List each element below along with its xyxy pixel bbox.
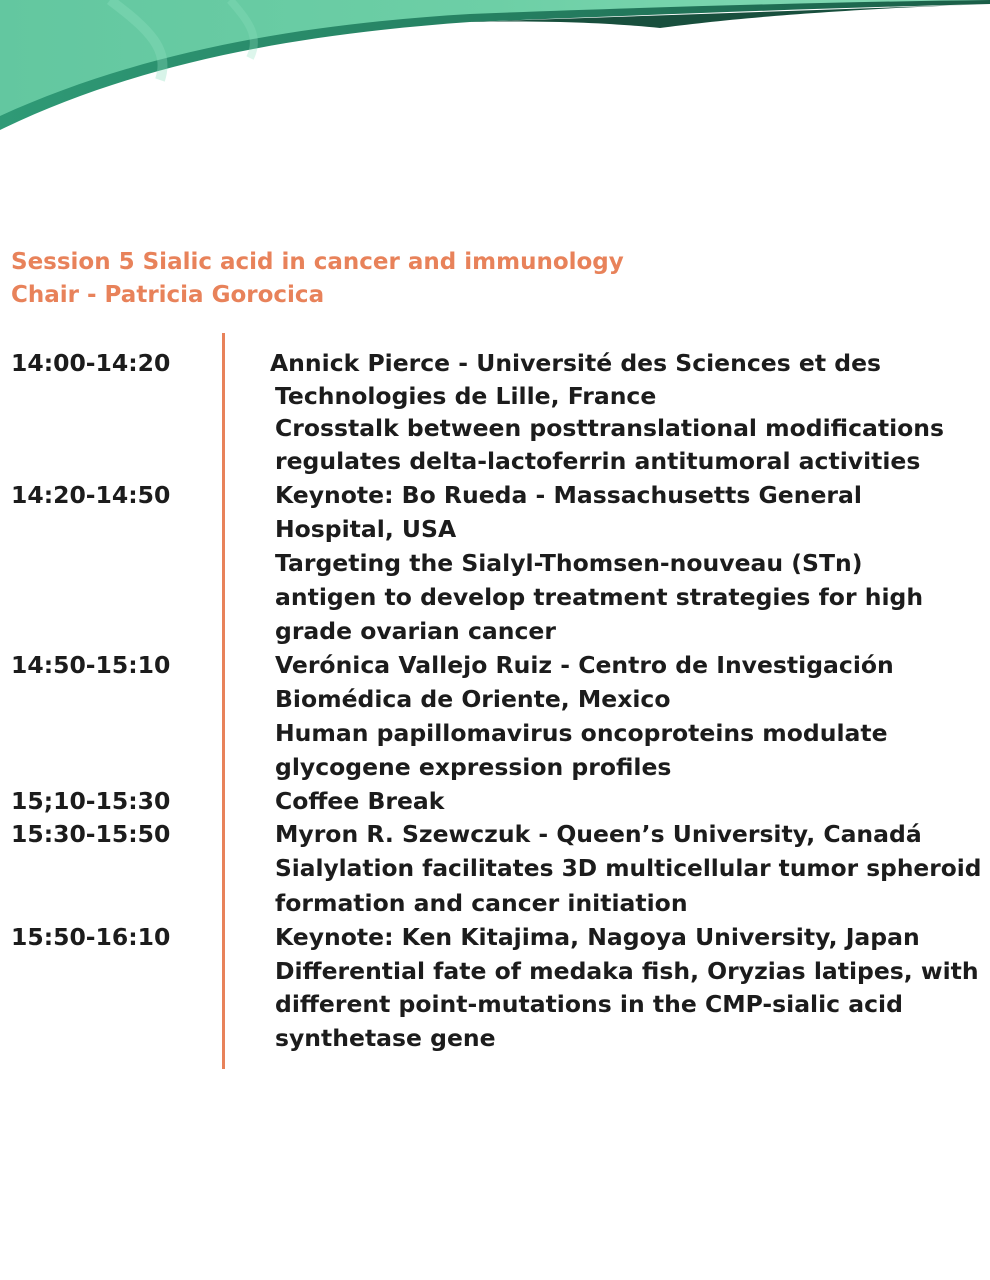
talk-title-line: synthetase gene	[275, 1024, 496, 1052]
speaker-line: Technologies de Lille, France	[275, 382, 657, 410]
session-title: Session 5 Sialic acid in cancer and immunology	[11, 249, 624, 275]
time-slot: 14:50-15:10	[11, 651, 171, 679]
speaker-line: Hospital, USA	[275, 515, 457, 543]
talk-title-line: grade ovarian cancer	[275, 617, 556, 645]
talk-title-line: formation and cancer initiation	[275, 889, 688, 917]
speaker-line: Keynote: Ken Kitajima, Nagoya University, Japan	[275, 923, 920, 951]
time-slot: 15:30-15:50	[11, 820, 171, 848]
speaker-line: Biomédica de Oriente, Mexico	[275, 685, 671, 713]
time-slot: 14:00-14:20	[11, 349, 171, 377]
speaker-line: Verónica Vallejo Ruiz - Centro de Investigación	[275, 651, 894, 679]
talk-title-line: different point-mutations in the CMP-sialic acid	[275, 990, 903, 1018]
speaker-line: Annick Pierce - Université des Sciences et des	[270, 349, 881, 377]
talk-title-line: Crosstalk between posttranslational modifications	[275, 414, 945, 442]
time-slot: 15:50-16:10	[11, 923, 171, 951]
talk-title-line: glycogene expression profiles	[275, 753, 672, 781]
talk-title-line: Human papillomavirus oncoproteins modulate	[275, 719, 888, 747]
session-chair: Chair - Patricia Gorocica	[11, 282, 325, 308]
talk-title-line: Differential fate of medaka fish, Oryzias latipes, with	[275, 957, 979, 985]
time-slot: 14:20-14:50	[11, 481, 171, 509]
time-slot: 15;10-15:30	[11, 787, 171, 815]
talk-title-line: regulates delta-lactoferrin antitumoral activities	[275, 447, 921, 475]
break-line: Coffee Break	[275, 787, 445, 815]
talk-title-line: Targeting the Sialyl-Thomsen-nouveau (STn)	[275, 549, 863, 577]
speaker-line: Keynote: Bo Rueda - Massachusetts General	[275, 481, 862, 509]
speaker-line: Myron R. Szewczuk - Queen’s University, Canadá	[275, 820, 922, 848]
talk-title-line: antigen to develop treatment strategies for high	[275, 583, 924, 611]
talk-title-line: Sialylation facilitates 3D multicellular tumor spheroid	[275, 855, 982, 882]
